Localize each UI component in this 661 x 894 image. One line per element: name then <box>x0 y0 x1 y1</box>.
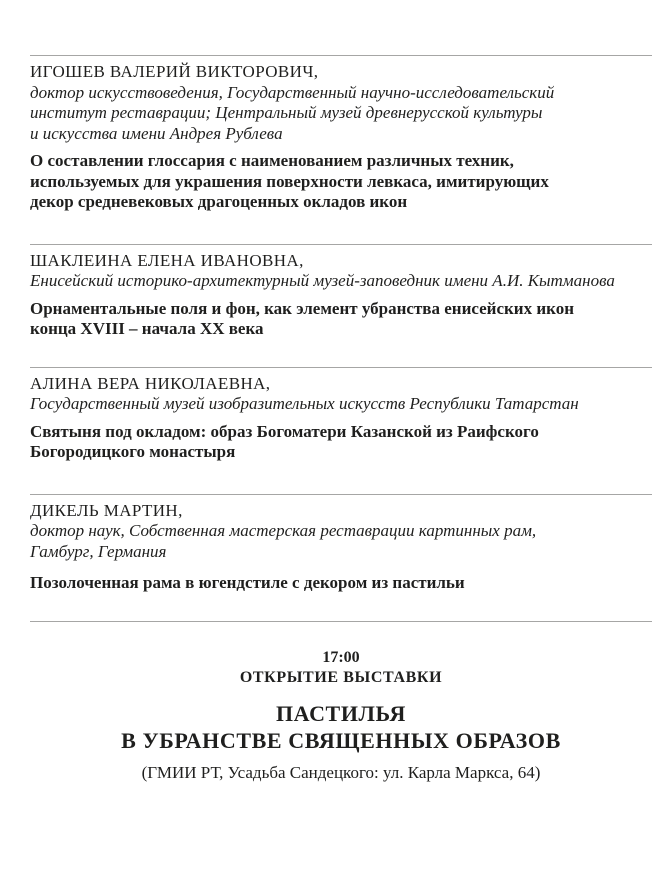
talk-title-line: конца XVIII – начала XX века <box>30 319 264 338</box>
closing-announcement <box>30 621 652 783</box>
session-entry <box>30 367 652 494</box>
speaker-affiliation <box>30 394 652 415</box>
talk-title-line: Позолоченная рама в югендстиле с декором из пастильи <box>30 573 465 592</box>
speaker-name: ШАКЛЕИНА ЕЛЕНА ИВАНОВНА, <box>30 250 304 270</box>
affiliation-line: доктор искусствоведения, Государственный научно-исследовательский <box>30 82 555 102</box>
event-venue: (ГМИИ РТ, Усадьба Сандецкого: ул. Карла Маркса, 64) <box>141 762 541 782</box>
event-name: ОТКРЫТИЕ ВЫСТАВКИ <box>239 668 443 686</box>
speaker-name: ИГОШЕВ ВАЛЕРИЙ ВИКТОРОВИЧ, <box>30 62 319 81</box>
session-entry <box>30 244 652 367</box>
talk-title-line: Святыня под окладом: образ Богоматери Казанской из Раифского <box>30 421 539 441</box>
speaker-affiliation <box>30 83 652 145</box>
affiliation-line: институт реставрации; Центральный музей древнерусской культуры <box>30 103 543 122</box>
speaker-name: АЛИНА ВЕРА НИКОЛАЕВНА, <box>30 373 271 393</box>
event-time: 17:00 <box>322 648 360 666</box>
talk-title <box>30 573 652 594</box>
speaker-affiliation <box>30 521 652 562</box>
session-entry <box>30 55 652 244</box>
talk-title-line: используемых для украшения поверхности левкаса, имитирующих <box>30 171 549 191</box>
talk-title <box>30 299 652 340</box>
affiliation-line: Государственный музей изобразительных искусств Республики Татарстан <box>30 394 579 413</box>
exhibition-title-line: ПАСТИЛЬЯ <box>275 700 407 726</box>
exhibition-title <box>30 700 652 754</box>
affiliation-line: Гамбург, Германия <box>30 541 167 561</box>
affiliation-line: и искусства имени Андрея Рублева <box>30 123 283 143</box>
talk-title-line: О составлении глоссария с наименованием различных техник, <box>30 151 514 170</box>
talk-title <box>30 422 652 463</box>
affiliation-line: Енисейский историко-архитектурный музей-заповедник имени А.И. Кытманова <box>30 271 615 290</box>
session-entry <box>30 494 652 621</box>
exhibition-title-line: В УБРАНСТВЕ СВЯЩЕННЫХ ОБРАЗОВ <box>121 727 561 753</box>
talk-title-line: Богородицкого монастыря <box>30 442 236 461</box>
talk-title-line: Орнаментальные поля и фон, как элемент убранства енисейских икон <box>30 298 574 318</box>
program-page <box>30 0 652 783</box>
speaker-affiliation <box>30 271 652 292</box>
talk-title <box>30 151 652 213</box>
speaker-name: ДИКЕЛЬ МАРТИН, <box>30 500 183 520</box>
talk-title-line: декор средневековых драгоценных окладов икон <box>30 192 408 211</box>
affiliation-line: доктор наук, Собственная мастерская реставрации картинных рам, <box>30 521 537 540</box>
